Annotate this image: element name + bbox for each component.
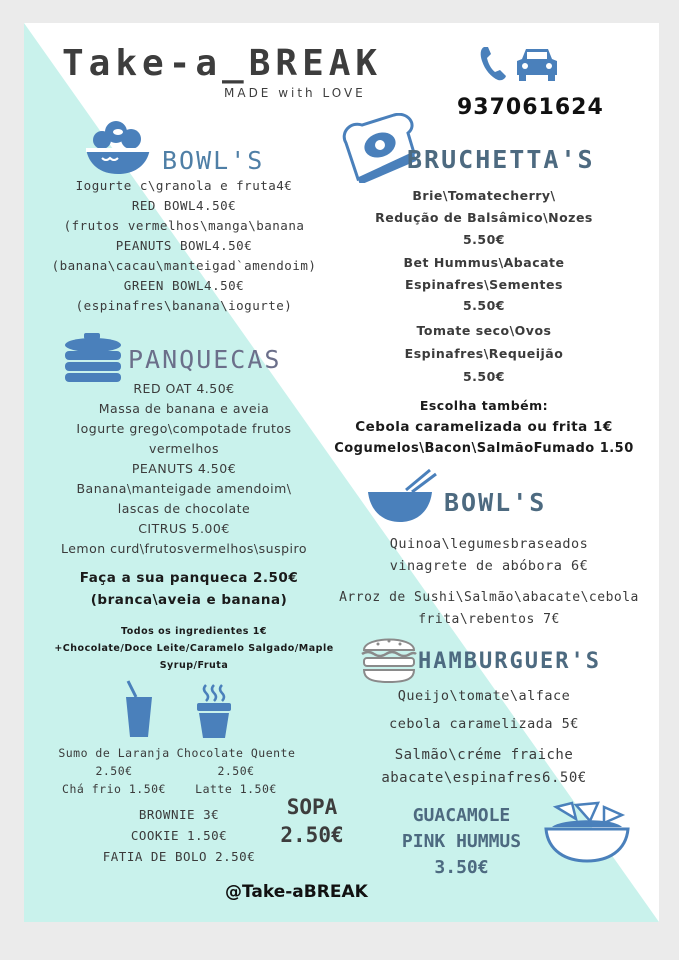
dessert-line: BROWNIE 3€ bbox=[138, 807, 220, 822]
brand-tagline: MADE with LOVE bbox=[224, 86, 366, 100]
extras-line: Syrup/Fruta bbox=[159, 660, 229, 671]
menu-line: Brie\Tomatecherry\ bbox=[412, 188, 556, 203]
menu-line: Redução de Balsâmico\Nozes bbox=[375, 210, 593, 225]
menu-line: Quinoa\legumesbraseados bbox=[389, 536, 589, 552]
dessert-line: COOKIE 1.50€ bbox=[130, 828, 228, 843]
dip-bowl-icon bbox=[542, 801, 634, 865]
custom-line: (branca\aveia e banana) bbox=[90, 592, 288, 608]
brand-title: Take-a_BREAK bbox=[62, 43, 383, 84]
extras-line: Escolha também: bbox=[419, 398, 549, 413]
menu-line: abacate\espinafres6.50€ bbox=[381, 770, 587, 786]
menu-line: lascas de chocolate bbox=[117, 501, 251, 516]
extras-line: Cebola caramelizada ou frita 1€ bbox=[355, 419, 613, 435]
menu-line: Tomate seco\Ovos bbox=[416, 323, 552, 338]
sopa-title: SOPA bbox=[286, 795, 338, 819]
hamburger-icon bbox=[360, 628, 418, 684]
dessert-line: FATIA DE BOLO 2.50€ bbox=[102, 849, 256, 864]
menu-line: Massa de banana e aveia bbox=[98, 401, 270, 416]
menu-line: (espinafres\banana\iogurte) bbox=[75, 298, 293, 313]
extras-line: +Chocolate/Doce Leite/Caramelo Salgado/Maple bbox=[54, 643, 334, 654]
menu-line: (frutos vermelhos\manga\banana bbox=[63, 218, 305, 233]
social-handle: @Take-aBREAK bbox=[225, 882, 368, 902]
menu-line: Espinafres\Requeijão bbox=[404, 346, 564, 361]
drink-line: Chá frio 1.50€ bbox=[62, 782, 166, 796]
menu-line: Arroz de Sushi\Salmão\abacate\cebola bbox=[339, 590, 639, 605]
menu-line: vinagrete de abóbora 6€ bbox=[389, 558, 589, 574]
cold-drink-icon bbox=[122, 679, 156, 739]
noodle-bowl-icon bbox=[366, 468, 438, 526]
salad-bowl-icon bbox=[82, 118, 154, 178]
menu-line: PEANUTS BOWL4.50€ bbox=[115, 238, 253, 253]
drink-line: Chocolate Quente bbox=[176, 746, 296, 760]
menu-line: frita\rebentos 7€ bbox=[418, 612, 560, 627]
menu-line: Iogurte grego\compotade frutos bbox=[76, 421, 292, 436]
drink-line: Latte 1.50€ bbox=[195, 782, 277, 796]
menu-line: RED BOWL4.50€ bbox=[131, 198, 237, 213]
drink-line: Sumo de Laranja bbox=[58, 746, 170, 760]
extras-line: Cogumelos\Bacon\SalmãoFumado 1.50 bbox=[334, 441, 634, 456]
menu-line: cebola caramelizada 5€ bbox=[389, 716, 579, 732]
bruchettas-title: BRUCHETTA'S bbox=[407, 145, 595, 174]
menu-line: 5.50€ bbox=[462, 298, 506, 313]
guacamole-title: GUACAMOLE bbox=[412, 805, 511, 826]
menu-line: Queijo\tomate\alface bbox=[397, 688, 571, 704]
hamburgers-title: HAMBURGUER'S bbox=[418, 649, 601, 674]
menu-line: Lemon curd\frutosvermelhos\suspiro bbox=[60, 541, 308, 556]
menu-line: 5.50€ bbox=[462, 369, 506, 384]
menu-line: CITRUS 5.00€ bbox=[138, 521, 230, 536]
menu-card bbox=[24, 23, 659, 922]
menu-line: Bet Hummus\Abacate bbox=[403, 255, 565, 270]
phone-icon bbox=[478, 43, 508, 83]
bowls-left-title: BOWL'S bbox=[162, 146, 265, 175]
menu-line: vermelhos bbox=[149, 441, 219, 456]
avocado-toast-icon bbox=[336, 113, 418, 183]
custom-line: Faça a sua panqueca 2.50€ bbox=[79, 570, 299, 586]
extras-line: Todos os ingredientes 1€ bbox=[121, 626, 267, 637]
menu-line: Iogurte c\granola e fruta4€ bbox=[75, 178, 293, 193]
menu-line: Banana\manteigade amendoim\ bbox=[76, 481, 292, 496]
guacamole-price: 3.50€ bbox=[434, 857, 489, 878]
menu-line: Salmão\créme fraiche bbox=[394, 747, 574, 763]
panquecas-title: PANQUECAS bbox=[128, 345, 282, 374]
bowls-right-title: BOWL'S bbox=[444, 488, 547, 517]
drink-line: 2.50€ bbox=[217, 764, 255, 778]
menu-line: (banana\cacau\manteigad`amendoim) bbox=[51, 258, 317, 273]
pink-hummus-title: PINK HUMMUS bbox=[401, 831, 522, 852]
menu-line: 5.50€ bbox=[462, 232, 506, 247]
menu-line: Espinafres\Sementes bbox=[405, 277, 563, 292]
car-icon bbox=[514, 45, 560, 85]
menu-line: RED OAT 4.50€ bbox=[133, 381, 235, 396]
sopa-price: 2.50€ bbox=[280, 823, 344, 847]
menu-line: PEANUTS 4.50€ bbox=[131, 461, 237, 476]
hot-drink-icon bbox=[194, 683, 234, 739]
pancakes-icon bbox=[60, 331, 126, 387]
menu-line: GREEN BOWL4.50€ bbox=[123, 278, 245, 293]
drink-line: 2.50€ bbox=[95, 764, 133, 778]
phone-number: 937061624 bbox=[457, 95, 604, 120]
